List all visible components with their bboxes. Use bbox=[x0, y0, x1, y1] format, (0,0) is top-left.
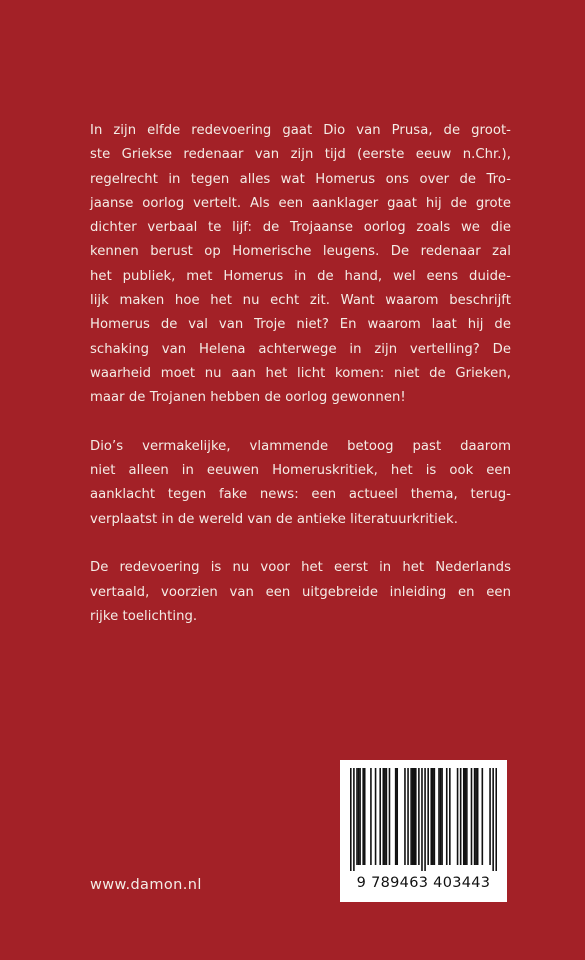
blurb-line: regelrecht in tegen alles wat Homerus ons over de Tro- bbox=[90, 171, 511, 187]
blurb-line: vertaald, voorzien van een uitgebreide inleiding en een bbox=[90, 584, 511, 600]
barcode-bar bbox=[364, 768, 366, 865]
barcode-bar bbox=[489, 768, 491, 865]
barcode-bar bbox=[412, 768, 414, 865]
barcode-bar bbox=[395, 768, 397, 865]
blurb-line: schaking van Helena achterwege in zijn vertelling? De bbox=[90, 341, 511, 357]
barcode-bar bbox=[475, 768, 477, 865]
blurb-paragraph-2 bbox=[90, 435, 511, 532]
blurb-line: Homerus de val van Troje niet? En waarom laat hij de bbox=[90, 317, 511, 333]
barcode-bar bbox=[495, 768, 497, 871]
barcode-bar bbox=[362, 768, 364, 865]
blurb-line: lijk maken hoe het nu echt zit. Want waarom beschrijft bbox=[90, 293, 511, 309]
barcode-bar bbox=[410, 768, 412, 865]
barcode-bar bbox=[482, 768, 484, 865]
barcode-bar bbox=[446, 768, 448, 865]
barcode-bar bbox=[424, 768, 426, 871]
isbn-barcode bbox=[340, 760, 507, 902]
barcode-bar bbox=[356, 768, 358, 865]
barcode-bar bbox=[407, 768, 409, 865]
barcode-bar bbox=[382, 768, 384, 865]
barcode-bar bbox=[404, 768, 406, 865]
blurb-line: De redevoering is nu voor het eerst in het Nederlands bbox=[90, 560, 511, 576]
blurb-line: maar de Trojanen hebben de oorlog gewonnen! bbox=[90, 390, 406, 406]
barcode-bar bbox=[432, 768, 434, 865]
isbn-number: 9 789463 403443 bbox=[356, 875, 491, 891]
barcode-bar bbox=[474, 768, 476, 865]
barcode-bar bbox=[421, 768, 423, 871]
barcode-bar bbox=[413, 768, 415, 865]
blurb-line: niet alleen in eeuwen Homeruskritiek, het is ook een bbox=[90, 463, 511, 479]
back-cover-blurb bbox=[90, 119, 511, 654]
barcode-bar bbox=[359, 768, 361, 865]
barcode-bar bbox=[353, 768, 355, 871]
barcode-bar bbox=[427, 768, 429, 865]
barcode-bar bbox=[375, 768, 377, 865]
blurb-line: dichter verbaal te lijf: de Trojaanse oorlog zoals we die bbox=[90, 220, 511, 236]
barcode-bar bbox=[440, 768, 442, 865]
barcode-bar bbox=[463, 768, 465, 865]
barcode-bar bbox=[358, 768, 360, 865]
barcode-bar bbox=[415, 768, 417, 865]
barcode-bar bbox=[370, 768, 372, 865]
barcode-bar bbox=[389, 768, 391, 865]
barcode-bar bbox=[386, 768, 388, 865]
barcode-bar bbox=[466, 768, 468, 865]
blurb-line: kennen berust op Homerische leugens. De redenaar zal bbox=[90, 244, 511, 260]
barcode-bar bbox=[441, 768, 443, 865]
barcode-bar bbox=[465, 768, 467, 865]
barcode-bar bbox=[384, 768, 386, 865]
blurb-paragraph-1 bbox=[90, 119, 511, 411]
barcode-bar bbox=[477, 768, 479, 865]
barcode-bar bbox=[396, 768, 398, 865]
blurb-line: waarheid moet nu aan het licht komen: niet de Grieken, bbox=[90, 365, 511, 381]
blurb-line: In zijn elfde redevoering gaat Dio van Prusa, de groot- bbox=[90, 123, 511, 138]
blurb-line: aanklacht tegen fake news: een actueel thema, terug- bbox=[90, 487, 511, 503]
blurb-line: ste Griekse redenaar van zijn tijd (eerste eeuw n.Chr.), bbox=[90, 147, 511, 163]
barcode-bar bbox=[434, 768, 436, 865]
barcode-bar bbox=[438, 768, 440, 865]
barcode-bar bbox=[430, 768, 432, 865]
barcode-bar bbox=[418, 768, 420, 865]
barcode-bar bbox=[460, 768, 462, 865]
blurb-line: rijke toelichting. bbox=[90, 608, 198, 624]
barcode-bar bbox=[350, 768, 352, 871]
blurb-line: jaanse oorlog vertelt. Als een aanklager gaat hij de grote bbox=[90, 195, 511, 211]
barcode-bar bbox=[471, 768, 473, 865]
barcode-bar bbox=[379, 768, 381, 865]
blurb-line: Dio’s vermakelijke, vlammende betoog past daarom bbox=[90, 438, 511, 454]
blurb-paragraph-3 bbox=[90, 556, 511, 629]
barcode-bars bbox=[350, 768, 497, 871]
blurb-line: het publiek, met Homerus in de hand, wel eens duide- bbox=[90, 268, 511, 284]
barcode-bar bbox=[492, 768, 494, 871]
barcode-bar bbox=[457, 768, 459, 865]
barcode-bar bbox=[449, 768, 451, 865]
publisher-website: www.damon.nl bbox=[90, 877, 202, 893]
blurb-line: verplaatst in de wereld van de antieke literatuurkritiek. bbox=[90, 511, 458, 527]
